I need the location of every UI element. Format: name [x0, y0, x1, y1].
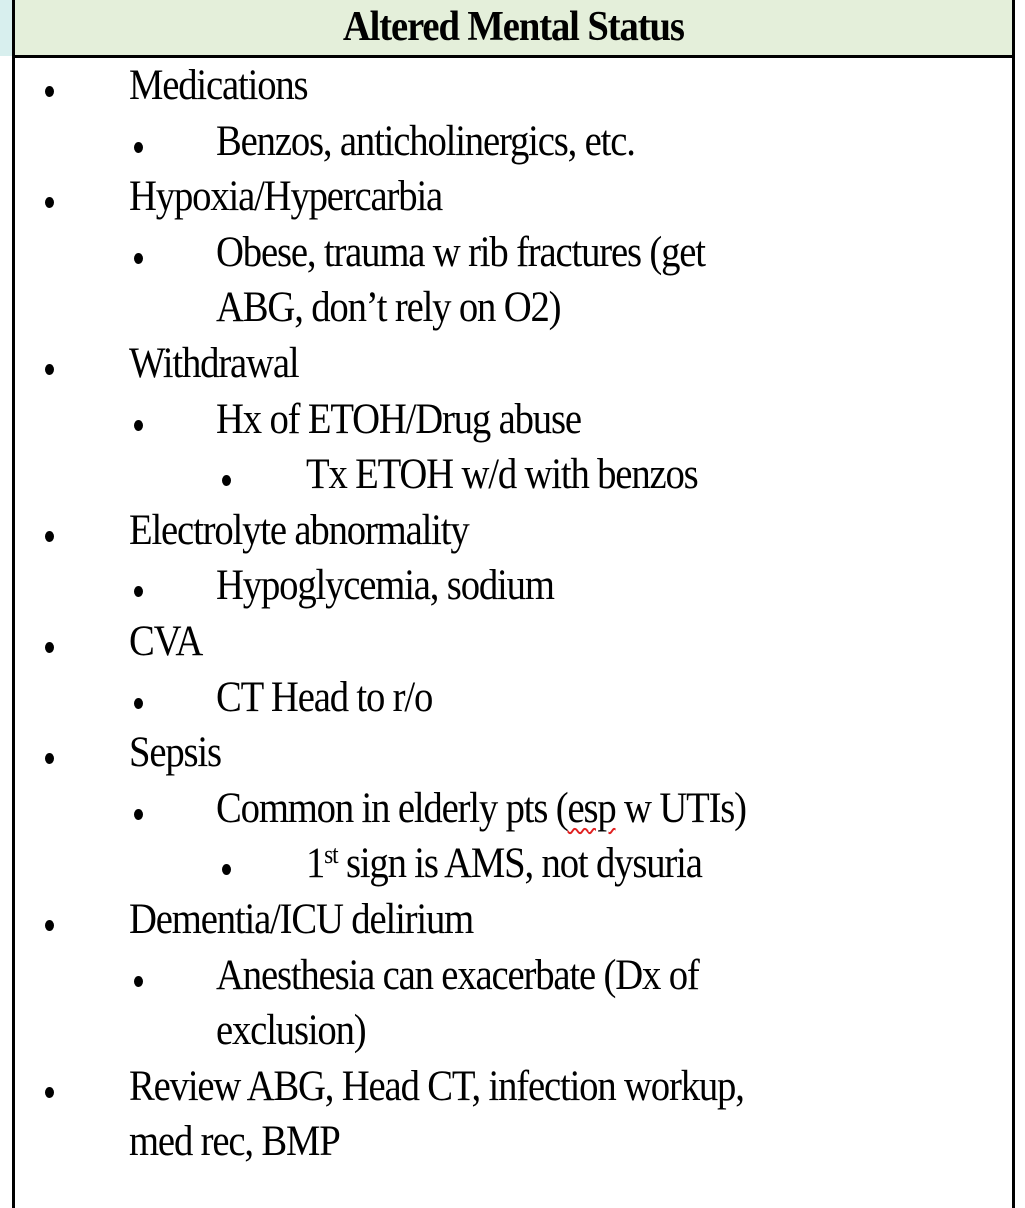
list-item-text: CT Head to r/o — [216, 673, 433, 721]
list-subitem-continuation — [15, 1003, 1012, 1059]
bullet-icon — [45, 753, 54, 764]
list-item-text: Sepsis — [129, 729, 221, 777]
list-item-text: Tx ETOH w/d with benzos — [306, 451, 698, 499]
bullet-icon — [134, 253, 143, 264]
list-item-text: Hx of ETOH/Drug abuse — [216, 395, 581, 443]
list-item-text: Review ABG, Head CT, infection workup, — [129, 1062, 744, 1110]
superscript: st — [324, 840, 338, 870]
list-item-text — [306, 836, 702, 892]
list-item-text: Hypoxia/Hypercarbia — [129, 173, 443, 221]
list-item-text: Anesthesia can exacerbate (Dx of — [216, 951, 699, 999]
list-subitem — [15, 670, 1012, 726]
list-item-cva — [15, 614, 1012, 670]
list-item-dementia — [15, 892, 1012, 948]
list-item-hypoxia — [15, 169, 1012, 225]
list-item-text: ABG, don’t rely on O2) — [216, 284, 561, 332]
bullet-icon — [45, 197, 54, 208]
text-segment: 1 — [306, 840, 325, 888]
list-item-text: Benzos, anticholinergics, etc. — [216, 117, 635, 165]
list-item-continuation — [15, 1114, 1012, 1170]
table-title: Altered Mental Status — [342, 4, 685, 50]
list-item-text: exclusion) — [216, 1007, 366, 1055]
list-subitem — [15, 558, 1012, 614]
ams-table — [12, 0, 1015, 1208]
bullet-icon — [134, 698, 143, 709]
list-subitem — [15, 392, 1012, 448]
text-segment: Common in elderly pts ( — [216, 784, 568, 832]
list-item-text: Electrolyte abnormality — [129, 506, 469, 554]
bullet-icon — [222, 475, 231, 486]
list-item-text: Withdrawal — [129, 339, 299, 387]
list-subitem — [15, 781, 1012, 837]
list-item-medications — [15, 58, 1012, 114]
list-item-sepsis — [15, 725, 1012, 781]
bullet-icon — [134, 420, 143, 431]
text-segment: sign is AMS, not dysuria — [337, 840, 702, 888]
bullet-icon — [45, 364, 54, 375]
list-subitem — [15, 114, 1012, 170]
bullet-icon — [134, 976, 143, 987]
list-subsubitem — [15, 836, 1012, 892]
spellcheck-flagged-word: esp — [567, 784, 616, 832]
bullet-list — [15, 58, 1012, 1170]
list-item-text: CVA — [129, 617, 203, 665]
list-item-withdrawal — [15, 336, 1012, 392]
list-subsubitem — [15, 447, 1012, 503]
list-item-review — [15, 1059, 1012, 1115]
bullet-icon — [134, 586, 143, 597]
list-subitem-continuation — [15, 280, 1012, 336]
bullet-icon — [45, 642, 54, 653]
bullet-icon — [134, 809, 143, 820]
table-body-cell — [15, 58, 1012, 1208]
bullet-icon — [222, 864, 231, 875]
list-item-text: Hypoglycemia, sodium — [216, 562, 554, 610]
list-item-text: Dementia/ICU delirium — [129, 895, 474, 943]
bullet-icon — [134, 142, 143, 153]
list-item-text: Obese, trauma w rib fractures (get — [216, 228, 705, 276]
list-item-text — [216, 781, 746, 837]
list-subitem — [15, 225, 1012, 281]
list-item-text: Medications — [129, 62, 308, 109]
bullet-icon — [45, 531, 54, 542]
list-item-electrolyte — [15, 503, 1012, 559]
bullet-icon — [45, 920, 54, 931]
adjacent-cell-strip — [0, 0, 12, 56]
table-header — [15, 0, 1012, 58]
list-subitem — [15, 948, 1012, 1004]
text-segment: w UTIs) — [615, 784, 746, 832]
bullet-icon — [45, 1087, 54, 1098]
bullet-icon — [45, 86, 54, 97]
list-item-text: med rec, BMP — [129, 1118, 340, 1166]
